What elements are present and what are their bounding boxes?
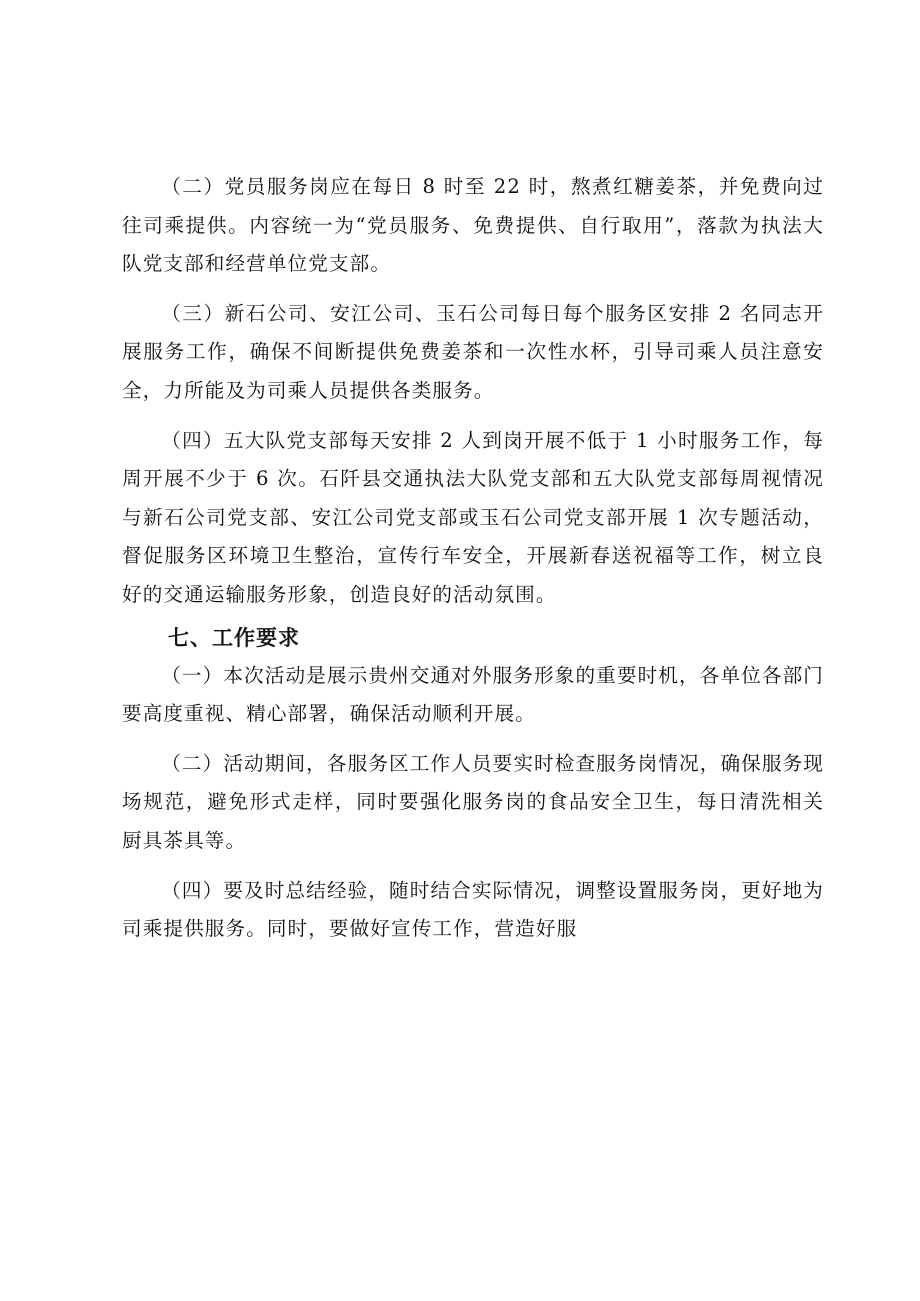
paragraph-brigade-activities: （四）五大队党支部每天安排 2 人到岗开展不低于 1 小时服务工作，每周开展不少于 6 次。石阡县交通执法大队党支部和五大队党支部每周视情况与新石公司党支部、安江公司党支部或玉石公司党支部开展 1 次专题活动，督促服务区环境卫生整治，宣传行车安全，开展新春送祝福等工作，树立良好的交通运输服务形象，创造良好的活动氛围。 [122, 428, 824, 606]
paragraph-service-post-hours: （二）党员服务岗应在每日 8 时至 22 时，熬煮红糖姜茶，并免费向过往司乘提供。内容统一为“党员服务、免费提供、自行取用”，落款为执法大队党支部和经营单位党支部。 [122, 175, 824, 276]
paragraph-requirement-inspection: （二）活动期间，各服务区工作人员要实时检查服务岗情况，确保服务现场规范，避免形式走样，同时要强化服务岗的食品安全卫生，每日清洗相关厨具茶具等。 [122, 751, 824, 852]
paragraph-service-staffing: （三）新石公司、安江公司、玉石公司每日每个服务区安排 2 名同志开展服务工作，确保不间断提供免费姜茶和一次性水杯，引导司乘人员注意安全，力所能及为司乘人员提供各类服务。 [122, 301, 824, 402]
paragraph-requirement-importance: （一）本次活动是展示贵州交通对外服务形象的重要时机，各单位各部门要高度重视、精心部署，确保活动顺利开展。 [122, 663, 824, 726]
paragraph-requirement-summary: （四）要及时总结经验，随时结合实际情况，调整设置服务岗，更好地为司乘提供服务。同时，要做好宣传工作，营造好服 [122, 878, 824, 941]
section-heading-work-requirements: 七、工作要求 [168, 625, 300, 650]
document-body [122, 168, 824, 960]
